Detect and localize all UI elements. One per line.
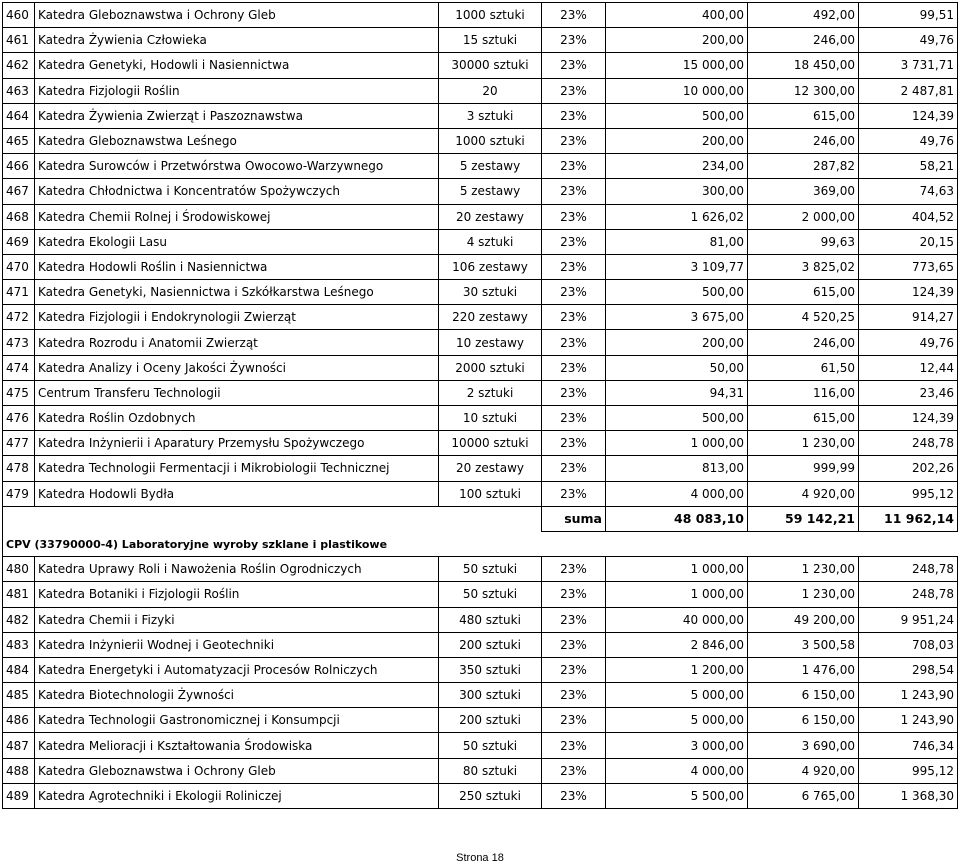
cell-number: 478 (3, 456, 35, 481)
cell-number: 481 (3, 582, 35, 607)
cell-tax: 124,39 (859, 280, 958, 305)
cell-department: Katedra Melioracji i Kształtowania Środowiska (35, 733, 439, 758)
cell-department: Katedra Fizjologii Roślin (35, 78, 439, 103)
cell-tax: 74,63 (859, 179, 958, 204)
cell-vat: 23% (542, 632, 606, 657)
cell-department: Katedra Biotechnologii Żywności (35, 683, 439, 708)
cell-gross: 1 476,00 (748, 657, 859, 682)
cell-net: 500,00 (606, 406, 748, 431)
cell-department: Katedra Rozrodu i Anatomii Zwierząt (35, 330, 439, 355)
cell-vat: 23% (542, 783, 606, 808)
cell-net: 4 000,00 (606, 481, 748, 506)
cell-department: Katedra Chemii Rolnej i Środowiskowej (35, 204, 439, 229)
cell-tax: 20,15 (859, 229, 958, 254)
cell-gross: 615,00 (748, 280, 859, 305)
cell-net: 3 000,00 (606, 733, 748, 758)
cell-quantity: 106 zestawy (439, 254, 542, 279)
cell-tax: 248,78 (859, 431, 958, 456)
cell-gross: 3 825,02 (748, 254, 859, 279)
cell-gross: 3 690,00 (748, 733, 859, 758)
cell-tax: 49,76 (859, 330, 958, 355)
cell-quantity: 2000 sztuki (439, 355, 542, 380)
sum-net: 48 083,10 (606, 506, 748, 531)
cell-net: 200,00 (606, 128, 748, 153)
cell-net: 5 000,00 (606, 708, 748, 733)
cpv-heading: CPV (33790000-4) Laboratoryjne wyroby szklane i plastikowe (3, 531, 958, 556)
cell-net: 1 626,02 (606, 204, 748, 229)
cell-quantity: 1000 sztuki (439, 128, 542, 153)
cell-vat: 23% (542, 657, 606, 682)
cell-department: Katedra Analizy i Oceny Jakości Żywności (35, 355, 439, 380)
table-row (3, 78, 958, 103)
cell-net: 5 000,00 (606, 683, 748, 708)
cell-tax: 49,76 (859, 128, 958, 153)
cell-tax: 1 368,30 (859, 783, 958, 808)
table-body-bottom (3, 557, 958, 809)
table-row (3, 733, 958, 758)
cell-number: 477 (3, 431, 35, 456)
cell-gross: 4 920,00 (748, 758, 859, 783)
cell-gross: 4 920,00 (748, 481, 859, 506)
cell-gross: 2 000,00 (748, 204, 859, 229)
cell-vat: 23% (542, 355, 606, 380)
cell-vat: 23% (542, 481, 606, 506)
cell-department: Katedra Chłodnictwa i Koncentratów Spożywczych (35, 179, 439, 204)
cell-gross: 246,00 (748, 128, 859, 153)
cell-quantity: 50 sztuki (439, 557, 542, 582)
table-row (3, 456, 958, 481)
cell-vat: 23% (542, 683, 606, 708)
table-row (3, 28, 958, 53)
table-row (3, 481, 958, 506)
cell-vat: 23% (542, 179, 606, 204)
cell-quantity: 250 sztuki (439, 783, 542, 808)
cell-gross: 1 230,00 (748, 557, 859, 582)
cell-vat: 23% (542, 758, 606, 783)
cell-tax: 773,65 (859, 254, 958, 279)
cell-tax: 2 487,81 (859, 78, 958, 103)
cell-vat: 23% (542, 305, 606, 330)
cell-gross: 18 450,00 (748, 53, 859, 78)
cell-gross: 492,00 (748, 3, 859, 28)
cell-vat: 23% (542, 53, 606, 78)
cell-quantity: 5 zestawy (439, 154, 542, 179)
cell-gross: 12 300,00 (748, 78, 859, 103)
cell-net: 3 109,77 (606, 254, 748, 279)
table-row (3, 683, 958, 708)
cell-vat: 23% (542, 733, 606, 758)
cell-number: 482 (3, 607, 35, 632)
cell-quantity: 80 sztuki (439, 758, 542, 783)
cell-vat: 23% (542, 78, 606, 103)
table-row (3, 305, 958, 330)
cell-tax: 49,76 (859, 28, 958, 53)
cell-vat: 23% (542, 3, 606, 28)
cell-number: 466 (3, 154, 35, 179)
cell-net: 200,00 (606, 330, 748, 355)
cell-vat: 23% (542, 154, 606, 179)
cell-net: 1 200,00 (606, 657, 748, 682)
cell-vat: 23% (542, 229, 606, 254)
table-row (3, 355, 958, 380)
cell-gross: 246,00 (748, 28, 859, 53)
sum-gross: 59 142,21 (748, 506, 859, 531)
cell-tax: 9 951,24 (859, 607, 958, 632)
cell-department: Katedra Uprawy Roli i Nawożenia Roślin Ogrodniczych (35, 557, 439, 582)
cell-gross: 6 150,00 (748, 708, 859, 733)
cell-vat: 23% (542, 557, 606, 582)
table-row (3, 3, 958, 28)
cell-number: 476 (3, 406, 35, 431)
cell-vat: 23% (542, 280, 606, 305)
cell-number: 475 (3, 380, 35, 405)
cell-quantity: 100 sztuki (439, 481, 542, 506)
cell-quantity: 20 (439, 78, 542, 103)
cell-department: Katedra Technologii Fermentacji i Mikrobiologii Technicznej (35, 456, 439, 481)
cell-quantity: 30000 sztuki (439, 53, 542, 78)
cell-vat: 23% (542, 582, 606, 607)
cell-tax: 23,46 (859, 380, 958, 405)
cell-vat: 23% (542, 28, 606, 53)
cell-quantity: 10 zestawy (439, 330, 542, 355)
cell-number: 471 (3, 280, 35, 305)
cell-department: Katedra Inżynierii i Aparatury Przemysłu Spożywczego (35, 431, 439, 456)
cell-quantity: 20 zestawy (439, 204, 542, 229)
cell-quantity: 10 sztuki (439, 406, 542, 431)
table-row (3, 103, 958, 128)
cell-net: 94,31 (606, 380, 748, 405)
cell-department: Katedra Żywienia Zwierząt i Paszoznawstwa (35, 103, 439, 128)
cell-number: 488 (3, 758, 35, 783)
cell-number: 469 (3, 229, 35, 254)
cell-gross: 615,00 (748, 103, 859, 128)
cell-quantity: 200 sztuki (439, 632, 542, 657)
cell-department: Katedra Genetyki, Nasiennictwa i Szkółkarstwa Leśnego (35, 280, 439, 305)
table-row (3, 179, 958, 204)
cell-vat: 23% (542, 456, 606, 481)
cell-net: 300,00 (606, 179, 748, 204)
table-row (3, 632, 958, 657)
table-row (3, 783, 958, 808)
cell-department: Katedra Hodowli Bydła (35, 481, 439, 506)
cell-vat: 23% (542, 254, 606, 279)
cell-gross: 615,00 (748, 406, 859, 431)
cell-vat: 23% (542, 103, 606, 128)
cell-number: 468 (3, 204, 35, 229)
table-row (3, 380, 958, 405)
cell-tax: 404,52 (859, 204, 958, 229)
cell-net: 813,00 (606, 456, 748, 481)
cell-department: Centrum Transferu Technologii (35, 380, 439, 405)
cell-gross: 369,00 (748, 179, 859, 204)
cell-number: 462 (3, 53, 35, 78)
cell-net: 5 500,00 (606, 783, 748, 808)
cell-quantity: 300 sztuki (439, 683, 542, 708)
sum-row (3, 506, 958, 531)
cell-gross: 99,63 (748, 229, 859, 254)
cpv-row (3, 531, 958, 556)
cell-department: Katedra Energetyki i Automatyzacji Procesów Rolniczych (35, 657, 439, 682)
cell-quantity: 50 sztuki (439, 733, 542, 758)
cell-number: 487 (3, 733, 35, 758)
cell-quantity: 3 sztuki (439, 103, 542, 128)
table-row (3, 229, 958, 254)
cell-vat: 23% (542, 380, 606, 405)
cell-quantity: 200 sztuki (439, 708, 542, 733)
table-row (3, 607, 958, 632)
sum-tax: 11 962,14 (859, 506, 958, 531)
cell-number: 465 (3, 128, 35, 153)
cell-number: 464 (3, 103, 35, 128)
cell-tax: 1 243,90 (859, 683, 958, 708)
cell-department: Katedra Gleboznawstwa i Ochrony Gleb (35, 758, 439, 783)
cell-quantity: 15 sztuki (439, 28, 542, 53)
cell-department: Katedra Roślin Ozdobnych (35, 406, 439, 431)
cell-number: 463 (3, 78, 35, 103)
cell-number: 486 (3, 708, 35, 733)
cell-net: 1 000,00 (606, 431, 748, 456)
cell-department: Katedra Gleboznawstwa i Ochrony Gleb (35, 3, 439, 28)
cell-department: Katedra Botaniki i Fizjologii Roślin (35, 582, 439, 607)
cell-number: 480 (3, 557, 35, 582)
cell-department: Katedra Genetyki, Hodowli i Nasiennictwa (35, 53, 439, 78)
cell-tax: 3 731,71 (859, 53, 958, 78)
cell-number: 483 (3, 632, 35, 657)
cell-vat: 23% (542, 431, 606, 456)
table-row (3, 582, 958, 607)
table-row (3, 53, 958, 78)
cell-tax: 298,54 (859, 657, 958, 682)
price-table (2, 2, 958, 809)
cell-tax: 124,39 (859, 103, 958, 128)
cell-number: 485 (3, 683, 35, 708)
cell-number: 461 (3, 28, 35, 53)
cell-vat: 23% (542, 406, 606, 431)
table-row (3, 330, 958, 355)
cell-net: 10 000,00 (606, 78, 748, 103)
cell-vat: 23% (542, 330, 606, 355)
cell-net: 400,00 (606, 3, 748, 28)
cell-number: 472 (3, 305, 35, 330)
cell-gross: 1 230,00 (748, 431, 859, 456)
cell-department: Katedra Inżynierii Wodnej i Geotechniki (35, 632, 439, 657)
table-row (3, 154, 958, 179)
cell-tax: 99,51 (859, 3, 958, 28)
cell-tax: 248,78 (859, 557, 958, 582)
cell-department: Katedra Fizjologii i Endokrynologii Zwierząt (35, 305, 439, 330)
cell-department: Katedra Ekologii Lasu (35, 229, 439, 254)
cell-gross: 246,00 (748, 330, 859, 355)
cell-department: Katedra Agrotechniki i Ekologii Roliniczej (35, 783, 439, 808)
cell-net: 500,00 (606, 280, 748, 305)
cell-gross: 999,99 (748, 456, 859, 481)
table-body-top (3, 3, 958, 507)
cell-quantity: 10000 sztuki (439, 431, 542, 456)
cell-quantity: 350 sztuki (439, 657, 542, 682)
cell-net: 50,00 (606, 355, 748, 380)
cell-number: 467 (3, 179, 35, 204)
cell-net: 200,00 (606, 28, 748, 53)
cell-department: Katedra Hodowli Roślin i Nasiennictwa (35, 254, 439, 279)
cell-tax: 248,78 (859, 582, 958, 607)
cell-department: Katedra Chemii i Fizyki (35, 607, 439, 632)
cell-net: 81,00 (606, 229, 748, 254)
cell-tax: 914,27 (859, 305, 958, 330)
table-row (3, 128, 958, 153)
cell-tax: 708,03 (859, 632, 958, 657)
cell-tax: 1 243,90 (859, 708, 958, 733)
cell-department: Katedra Gleboznawstwa Leśnego (35, 128, 439, 153)
table-row (3, 254, 958, 279)
cell-quantity: 50 sztuki (439, 582, 542, 607)
cell-net: 3 675,00 (606, 305, 748, 330)
cell-vat: 23% (542, 607, 606, 632)
cell-net: 15 000,00 (606, 53, 748, 78)
cell-gross: 4 520,25 (748, 305, 859, 330)
cell-quantity: 4 sztuki (439, 229, 542, 254)
cell-tax: 746,34 (859, 733, 958, 758)
cell-gross: 61,50 (748, 355, 859, 380)
cell-number: 484 (3, 657, 35, 682)
cell-net: 2 846,00 (606, 632, 748, 657)
cell-number: 474 (3, 355, 35, 380)
cell-net: 1 000,00 (606, 582, 748, 607)
cell-department: Katedra Żywienia Człowieka (35, 28, 439, 53)
cell-quantity: 480 sztuki (439, 607, 542, 632)
cell-vat: 23% (542, 708, 606, 733)
page-number: Strona 18 (456, 852, 504, 864)
cell-quantity: 30 sztuki (439, 280, 542, 305)
cell-quantity: 5 zestawy (439, 179, 542, 204)
cell-gross: 49 200,00 (748, 607, 859, 632)
table-row (3, 406, 958, 431)
cell-tax: 995,12 (859, 481, 958, 506)
cell-net: 500,00 (606, 103, 748, 128)
table-row (3, 204, 958, 229)
sum-section (3, 506, 958, 556)
table-row (3, 657, 958, 682)
cell-gross: 287,82 (748, 154, 859, 179)
cell-gross: 116,00 (748, 380, 859, 405)
cell-number: 460 (3, 3, 35, 28)
sum-label: suma (542, 506, 606, 531)
cell-tax: 202,26 (859, 456, 958, 481)
table-row (3, 431, 958, 456)
sum-spacer (3, 506, 542, 531)
cell-department: Katedra Surowców i Przetwórstwa Owocowo-Warzywnego (35, 154, 439, 179)
cell-gross: 6 765,00 (748, 783, 859, 808)
cell-number: 473 (3, 330, 35, 355)
cell-tax: 58,21 (859, 154, 958, 179)
cell-quantity: 2 sztuki (439, 380, 542, 405)
table-row (3, 708, 958, 733)
table-row (3, 280, 958, 305)
cell-quantity: 1000 sztuki (439, 3, 542, 28)
cell-gross: 1 230,00 (748, 582, 859, 607)
cell-net: 1 000,00 (606, 557, 748, 582)
cell-quantity: 220 zestawy (439, 305, 542, 330)
cell-net: 234,00 (606, 154, 748, 179)
cell-tax: 124,39 (859, 406, 958, 431)
cell-net: 4 000,00 (606, 758, 748, 783)
cell-number: 470 (3, 254, 35, 279)
cell-quantity: 20 zestawy (439, 456, 542, 481)
cell-gross: 6 150,00 (748, 683, 859, 708)
cell-gross: 3 500,58 (748, 632, 859, 657)
cell-vat: 23% (542, 128, 606, 153)
table-row (3, 758, 958, 783)
cell-number: 479 (3, 481, 35, 506)
table-row (3, 557, 958, 582)
cell-net: 40 000,00 (606, 607, 748, 632)
cell-number: 489 (3, 783, 35, 808)
cell-department: Katedra Technologii Gastronomicznej i Konsumpcji (35, 708, 439, 733)
cell-tax: 995,12 (859, 758, 958, 783)
cell-tax: 12,44 (859, 355, 958, 380)
cell-vat: 23% (542, 204, 606, 229)
